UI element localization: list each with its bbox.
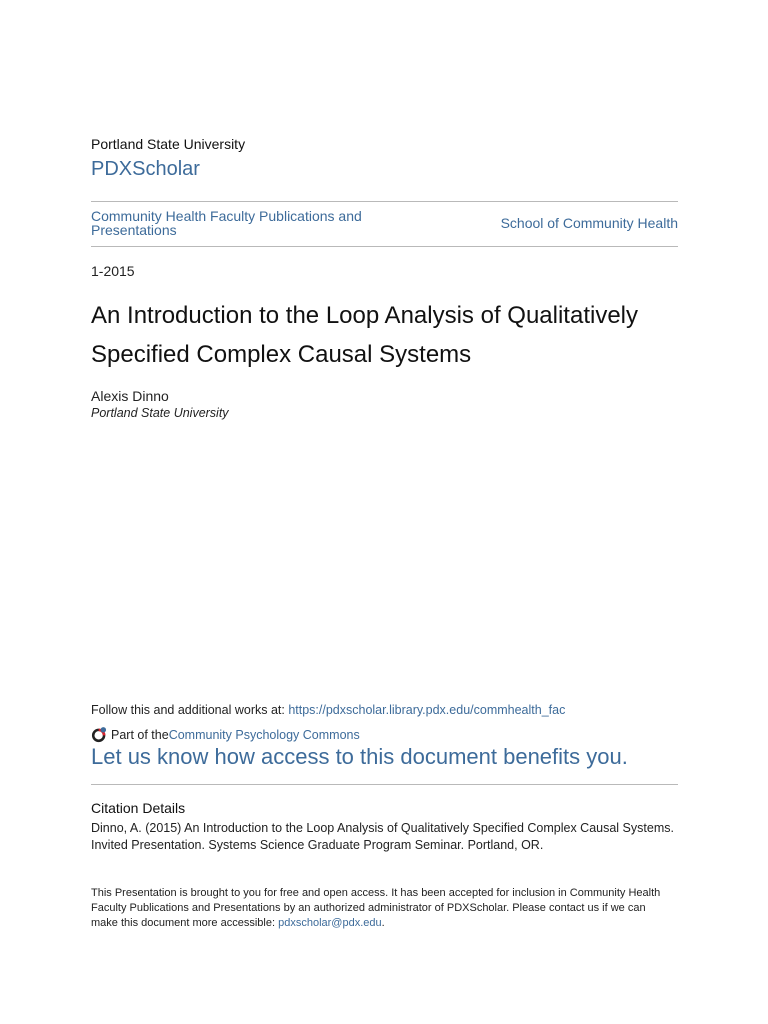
- divider-citation: [91, 784, 678, 785]
- notice-text: This Presentation is brought to you for free and open access. It has been accepted for inclusion in Community Health Faculty Publications and Presentations by an authorized administrator of PDXScholar. Please contact us if we can make this document more accessible:: [91, 887, 661, 929]
- creative-commons-icon: [91, 726, 108, 743]
- follow-prefix: Follow this and additional works at:: [91, 703, 289, 717]
- document-title: An Introduction to the Loop Analysis of Qualitatively Specified Complex Causal Systems: [91, 302, 638, 368]
- follow-line: [91, 703, 565, 717]
- benefits-feedback-link[interactable]: Let us know how access to this document benefits you.: [91, 744, 628, 769]
- cover-page: [91, 0, 678, 1024]
- notice-end: .: [381, 917, 385, 929]
- citation-text: Dinno, A. (2015) An Introduction to the Loop Analysis of Qualitatively Specified Complex Causal Systems. Invited Presentation. Systems Science Graduate Program Seminar. Portland, OR.: [91, 821, 674, 852]
- repository-link[interactable]: PDXScholar: [91, 158, 200, 180]
- department-link[interactable]: School of Community Health: [500, 215, 678, 231]
- author-name: Alexis Dinno: [91, 388, 169, 404]
- collection-link[interactable]: Community Health Faculty Publications and Presentations: [91, 208, 362, 238]
- publication-date: 1-2015: [91, 263, 135, 279]
- partof-line: [91, 726, 360, 743]
- partof-prefix: Part of the: [111, 727, 169, 742]
- contact-email-link[interactable]: pdxscholar@pdx.edu: [278, 917, 382, 929]
- citation-heading: Citation Details: [91, 800, 186, 816]
- divider-bottom: [91, 246, 678, 247]
- divider-top: [91, 201, 678, 202]
- follow-url-link[interactable]: https://pdxscholar.library.pdx.edu/commhealth_fac: [288, 703, 566, 717]
- author-affiliation: Portland State University: [91, 406, 229, 420]
- access-notice: [91, 886, 671, 931]
- community-psychology-commons-link[interactable]: Community Psychology Commons: [168, 727, 360, 742]
- institution-name: Portland State University: [91, 136, 246, 152]
